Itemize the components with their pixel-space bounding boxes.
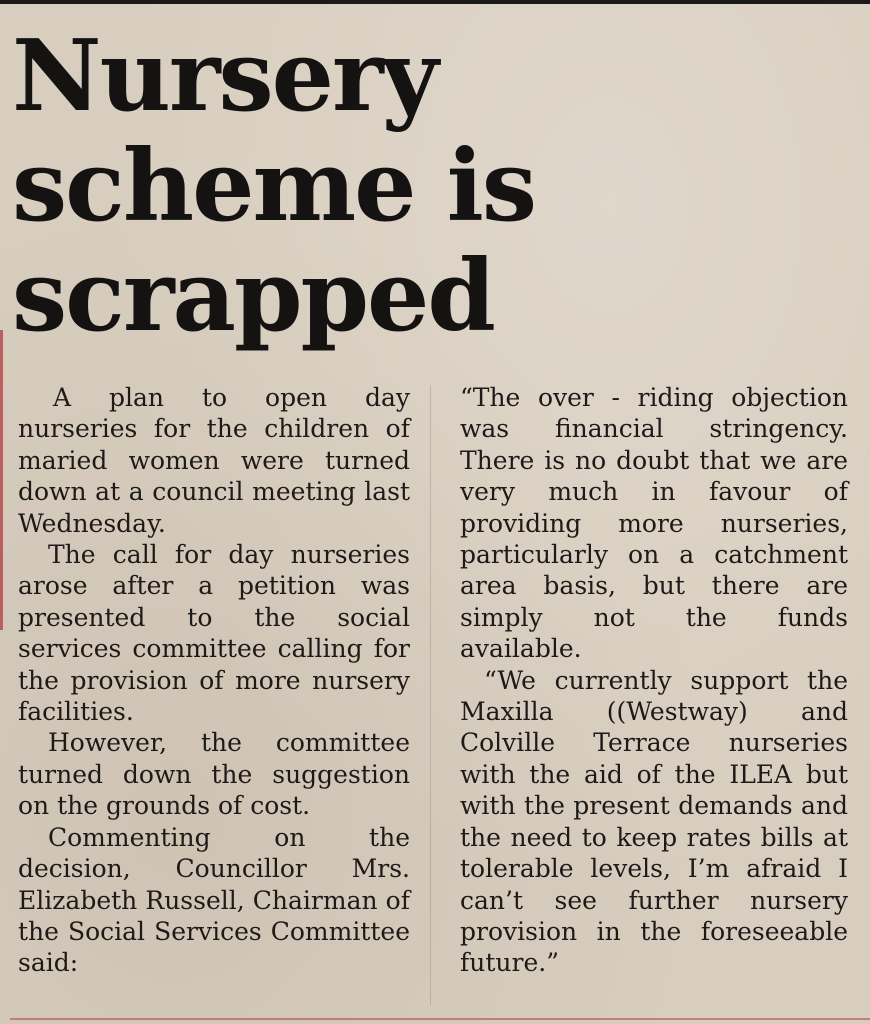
paragraph: However, the committee turned down the suggestion on the grounds of cost. xyxy=(18,728,410,821)
paragraph: Commenting on the decision, Councillor Mrs. Elizabeth Russell, Chairman of the Social Services Committee said: xyxy=(18,822,410,978)
bottom-edge xyxy=(10,1018,870,1020)
column-divider xyxy=(430,385,431,1005)
article-column-right xyxy=(460,382,848,979)
headline-line-3: scrapped xyxy=(12,239,494,354)
top-rule xyxy=(0,0,870,4)
red-edge-mark xyxy=(0,330,3,630)
paragraph: The call for day nurseries arose after a petition was presented to the social services committee calling for the provision of more nursery facilities. xyxy=(18,540,410,727)
paragraph: “We currently support the Maxilla ((Westway) and Colville Terrace nurseries with the aid of the ILEA but with the present demands and the need to keep rates bills at tolerable levels, I’m afraid I can’t see further nursery provision in the foreseeable future.” xyxy=(460,665,848,978)
article-column-left xyxy=(18,382,410,979)
headline xyxy=(12,19,536,354)
headline-line-2: scheme is xyxy=(12,129,536,244)
paragraph: “The over - riding objection was financial stringency. There is no doubt that we are very much in favour of providing more nurseries, particularly on a catchment area basis, but there are simply not the funds available. xyxy=(460,383,848,664)
headline-line-1: Nursery xyxy=(12,19,437,134)
paragraph: A plan to open day nurseries for the children of maried women were turned down at a council meeting last Wednesday. xyxy=(18,383,410,538)
